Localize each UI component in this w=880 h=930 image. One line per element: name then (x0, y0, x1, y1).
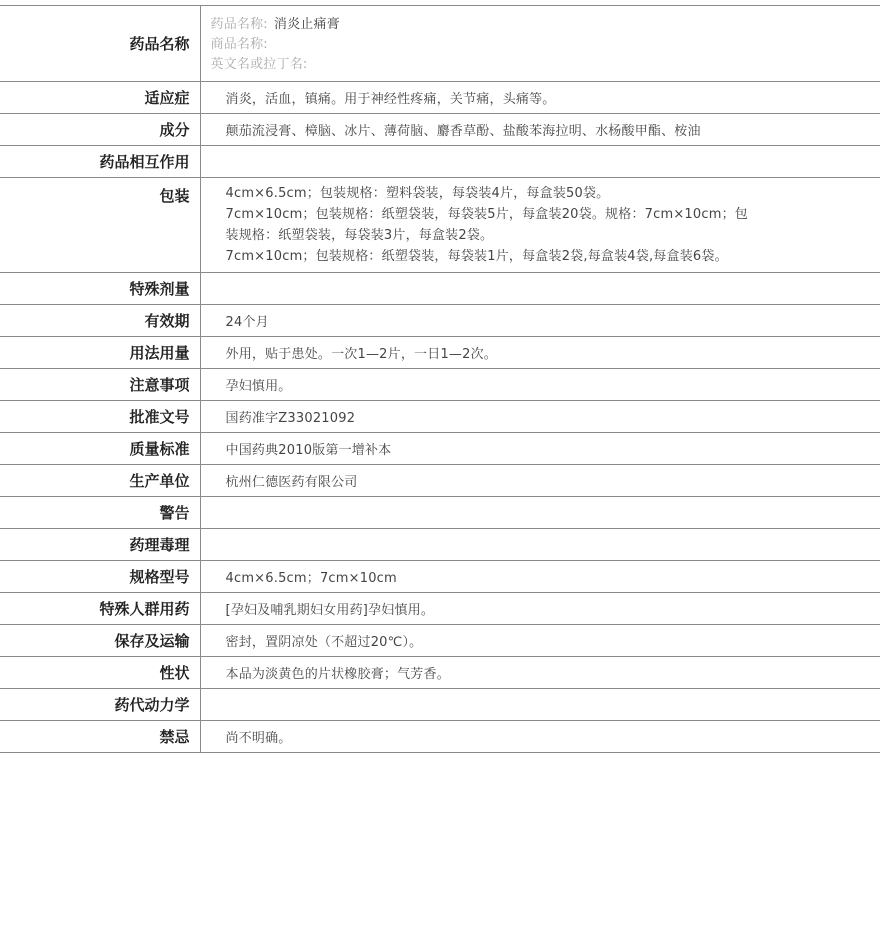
spec-value: [孕妇及哺乳期妇女用药]孕妇慎用。 (200, 593, 880, 625)
spec-row-shelf-life (0, 305, 880, 337)
spec-label: 适应症 (0, 82, 200, 114)
spec-label: 性状 (0, 657, 200, 689)
spec-label: 注意事项 (0, 369, 200, 401)
spec-value: 杭州仁德医药有限公司 (200, 465, 880, 497)
spec-label: 特殊剂量 (0, 273, 200, 305)
spec-value: 外用，贴于患处。一次1—2片，一日1—2次。 (200, 337, 880, 369)
spec-value: 24个月 (200, 305, 880, 337)
drug-spec-table (0, 5, 880, 753)
generic-name-line (211, 15, 880, 35)
packaging-line: 7cm×10cm；包装规格：纸塑袋装，每袋装5片，每盒装20袋。规格：7cm×10cm；包装规格：纸塑袋装，每袋装3片，每盒装2袋。 (225, 207, 748, 243)
english-name-key: 英文名或拉丁名: (210, 57, 308, 72)
spec-value (200, 497, 880, 529)
spec-row-interactions (0, 146, 880, 178)
spec-value: 颠茄流浸膏、樟脑、冰片、薄荷脑、麝香草酚、盐酸苯海拉明、水杨酸甲酯、桉油 (200, 114, 880, 146)
spec-row-storage (0, 625, 880, 657)
english-name-line (211, 55, 880, 75)
spec-value (200, 146, 880, 178)
packaging-line: 7cm×10cm；包装规格：纸塑袋装，每袋装1片，每盒装2袋,每盒装4袋,每盒装6袋。 (225, 249, 728, 264)
spec-row-quality-standard (0, 433, 880, 465)
spec-label: 特殊人群用药 (0, 593, 200, 625)
generic-name-key: 药品名称: (210, 17, 268, 32)
trade-name-key: 商品名称: (210, 37, 268, 52)
spec-value: 国药准字Z33021092 (200, 401, 880, 433)
spec-value: 消炎，活血，镇痛。用于神经性疼痛，关节痛，头痛等。 (200, 82, 880, 114)
spec-row-approval-number (0, 401, 880, 433)
spec-row-precautions (0, 369, 880, 401)
spec-row-contraindications (0, 721, 880, 753)
spec-value (200, 273, 880, 305)
spec-row-description (0, 657, 880, 689)
spec-label: 保存及运输 (0, 625, 200, 657)
spec-label: 有效期 (0, 305, 200, 337)
spec-label: 生产单位 (0, 465, 200, 497)
spec-row-pharmacology (0, 529, 880, 561)
spec-value: 尚不明确。 (200, 721, 880, 753)
spec-row-ingredients (0, 114, 880, 146)
generic-name-value: 消炎止痛膏 (273, 17, 340, 32)
spec-value: 本品为淡黄色的片状橡胶膏；气芳香。 (200, 657, 880, 689)
spec-label: 药理毒理 (0, 529, 200, 561)
spec-row-indications (0, 82, 880, 114)
spec-label: 质量标准 (0, 433, 200, 465)
spec-value: 孕妇慎用。 (200, 369, 880, 401)
drug-name-label: 药品名称 (0, 6, 200, 82)
spec-row-dosage (0, 337, 880, 369)
spec-row-model (0, 561, 880, 593)
spec-label: 规格型号 (0, 561, 200, 593)
packaging-text (226, 183, 756, 267)
packaging-cell (200, 178, 880, 273)
spec-label: 警告 (0, 497, 200, 529)
spec-value (200, 529, 880, 561)
spec-label: 药代动力学 (0, 689, 200, 721)
spec-value: 密封，置阴凉处（不超过20℃）。 (200, 625, 880, 657)
spec-label: 用法用量 (0, 337, 200, 369)
spec-row-packaging (0, 178, 880, 273)
spec-value: 中国药典2010版第一增补本 (200, 433, 880, 465)
spec-row-warning (0, 497, 880, 529)
spec-value: 4cm×6.5cm；7cm×10cm (200, 561, 880, 593)
drug-name-row (0, 6, 880, 82)
spec-label: 禁忌 (0, 721, 200, 753)
spec-row-special-dosage (0, 273, 880, 305)
spec-row-pharmacokinetics (0, 689, 880, 721)
drug-name-cell (200, 6, 880, 82)
packaging-line: 4cm×6.5cm；包装规格：塑料袋装，每袋装4片，每盒装50袋。 (225, 186, 610, 201)
spec-label: 成分 (0, 114, 200, 146)
spec-label: 药品相互作用 (0, 146, 200, 178)
spec-row-special-population (0, 593, 880, 625)
spec-label: 批准文号 (0, 401, 200, 433)
trade-name-line (211, 35, 880, 55)
spec-value (200, 689, 880, 721)
spec-label: 包装 (0, 178, 200, 273)
spec-row-manufacturer (0, 465, 880, 497)
